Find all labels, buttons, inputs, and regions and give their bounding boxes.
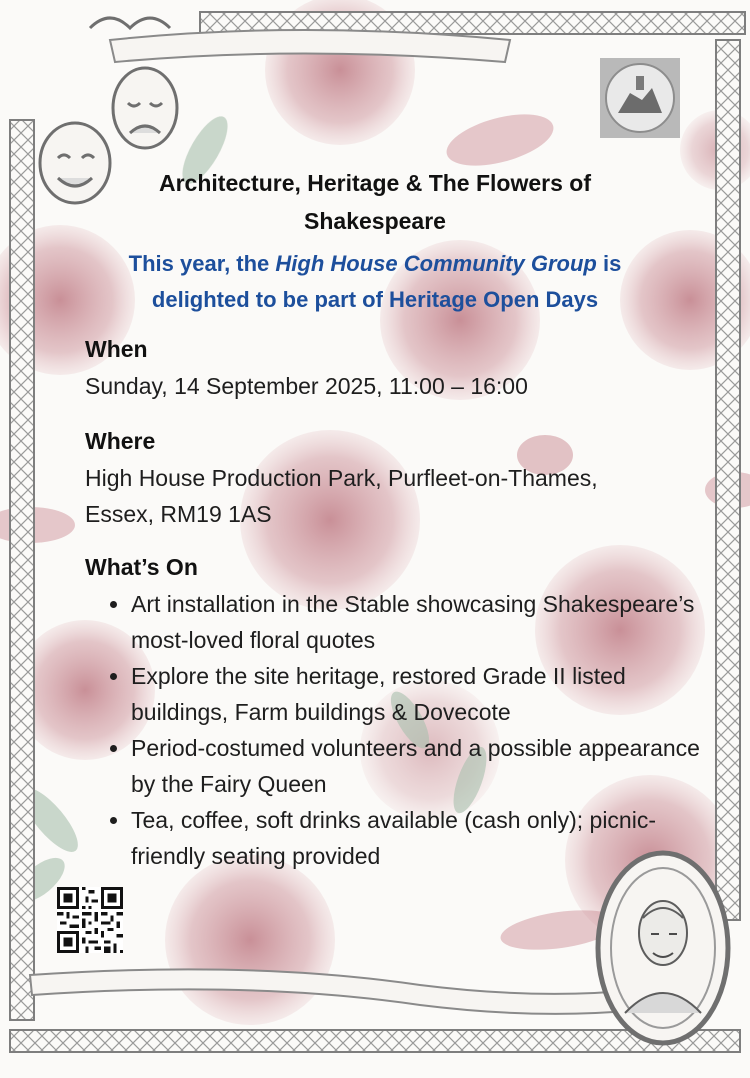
list-item: • Art installation in the Stable showcasing Shakespeare’s most-loved floral quotes <box>131 586 701 658</box>
whats-on-heading: What’s On <box>85 554 198 580</box>
page-title: Architecture, Heritage & The Flowers of Shakespeare <box>159 170 591 234</box>
when-value: Sunday, 14 September 2025, 11:00 – 16:00 <box>85 373 528 399</box>
subtitle-prefix: This year, the <box>128 251 276 276</box>
subtitle <box>95 246 655 318</box>
when-heading: When <box>85 336 148 362</box>
community-group-name: High House Community Group <box>275 251 597 276</box>
where-value: High House Production Park, Purfleet-on-Thames, Essex, RM19 1AS <box>85 465 598 527</box>
where-heading: Where <box>85 428 156 454</box>
list-item: • Tea, coffee, soft drinks available (cash only); picnic-friendly seating provided <box>131 802 701 874</box>
whats-on-list <box>85 586 701 874</box>
list-item: • Period-costumed volunteers and a possible appearance by the Fairy Queen <box>131 730 701 802</box>
list-item: • Explore the site heritage, restored Grade II listed buildings, Farm buildings & Dovecote <box>131 658 701 730</box>
subtitle-suffix: is delighted to be part of Heritage Open Days <box>151 251 622 312</box>
